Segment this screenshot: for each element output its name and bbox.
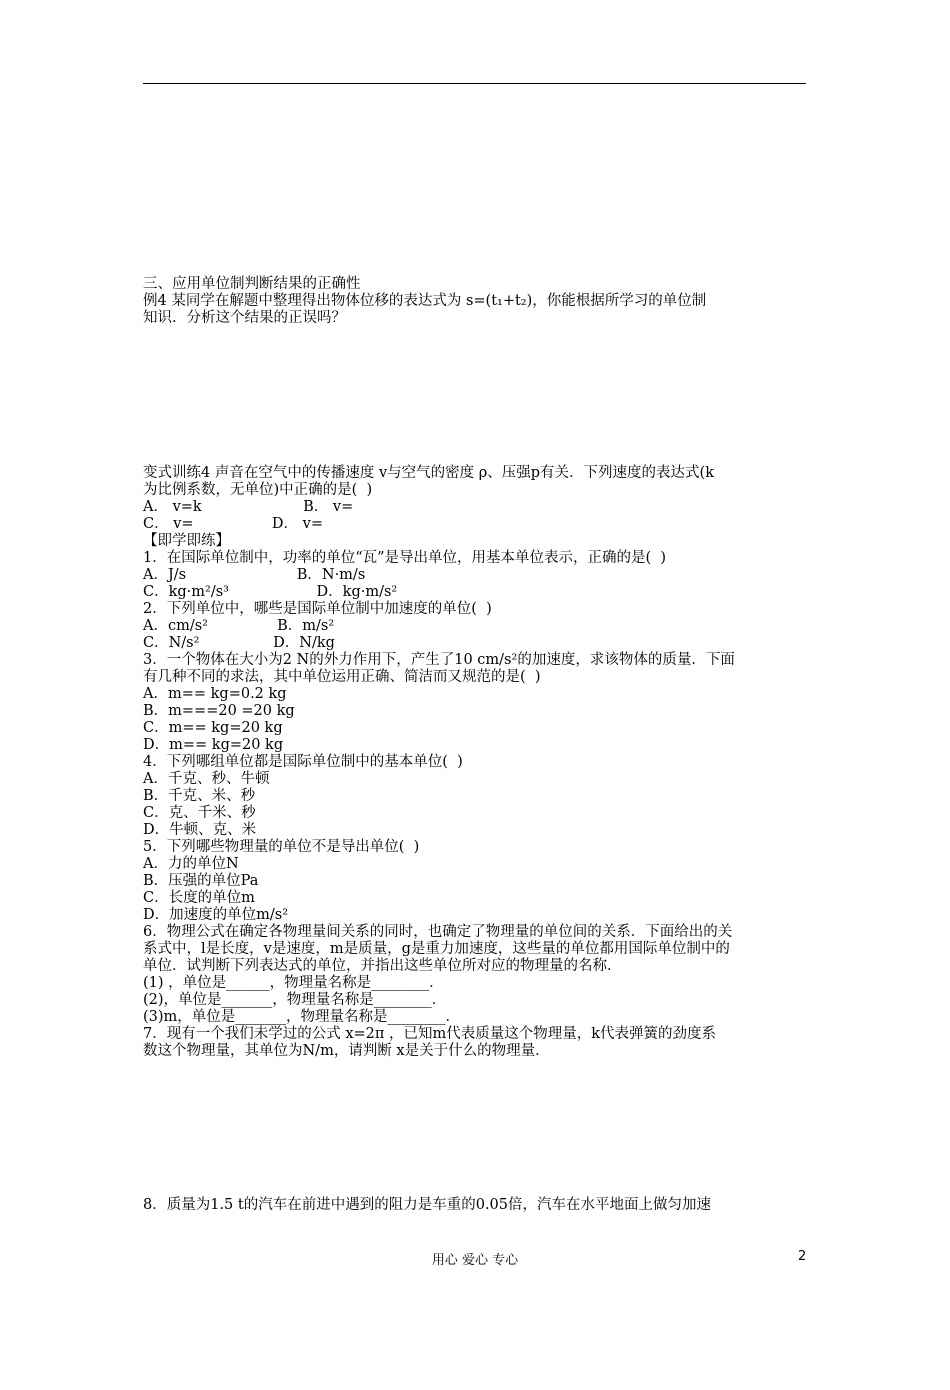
section-heading: 三、应用单位制判断结果的正确性 [143, 276, 361, 292]
text-line: 3．一个物体在大小为2 N的外力作用下，产生了10 cm/s²的加速度，求该物体的质量．下面 [143, 652, 735, 668]
text-line: A．千克、秒、牛顿 [143, 771, 270, 787]
text-line: B．千克、米、秒 [143, 788, 256, 804]
text-line: D．牛顿、克、米 [143, 822, 257, 838]
answer-space [143, 327, 813, 465]
example-text-line: 知识．分析这个结果的正误吗？ [143, 310, 346, 326]
text-line: 1．在国际单位制中，功率的单位“瓦”是导出单位，用基本单位表示，正确的是( ) [143, 550, 667, 566]
header-rule [143, 83, 806, 84]
text-line: B．压强的单位Pa [143, 873, 259, 889]
text-line: C． v= D． v= [143, 516, 323, 532]
text-line: C．克、千米、秒 [143, 805, 256, 821]
page-content [143, 276, 813, 1390]
text-line: A．cm/s² B．m/s² [143, 618, 335, 634]
text-line: 单位．试判断下列表达式的单位，并指出这些单位所对应的物理量的名称． [143, 958, 622, 974]
example-text-line: 例4 某同学在解题中整理得出物体位移的表达式为 s=(t₁+t₂)，你能根据所学习的单位制 [143, 293, 707, 309]
text-line: 变式训练4 声音在空气中的传播速度 v与空气的密度 ρ、压强p有关．下列速度的表达式(k [143, 465, 714, 481]
text-line: A． v=k B． v= [143, 499, 354, 515]
text-line: A．力的单位N [143, 856, 239, 872]
text-line: A．m== kg=0.2 kg [143, 686, 287, 702]
text-line: (2)，单位是_______，物理量名称是________． [143, 992, 447, 1008]
page-footer: 用心 爱心 专心 [431, 1253, 519, 1268]
text-line: 为比例系数，无单位)中正确的是( ) [143, 482, 373, 498]
text-line: 2．下列单位中，哪些是国际单位制中加速度的单位( ) [143, 601, 492, 617]
text-line: A．J/s B．N·m/s [143, 567, 366, 583]
text-line: (1) ，单位是______，物理量名称是________． [143, 975, 444, 991]
page-number: 2 [798, 1249, 807, 1264]
questions-block [143, 465, 813, 1060]
text-line: (3)m，单位是_______，物理量名称是________． [143, 1009, 461, 1025]
text-line: 5．下列哪些物理量的单位不是导出单位( ) [143, 839, 420, 855]
answer-space [143, 1060, 813, 1390]
text-line: C．长度的单位m [143, 890, 255, 906]
text-line: 系式中，l是长度，v是速度，m是质量，g是重力加速度，这些量的单位都用国际单位制中的 [143, 941, 730, 957]
text-line: 6．物理公式在确定各物理量间关系的同时，也确定了物理量的单位间的关系．下面给出的关 [143, 924, 733, 940]
text-line: 7．现有一个我们未学过的公式 x=2π ，已知m代表质量这个物理量，k代表弹簧的劲度系 [143, 1026, 717, 1042]
text-line: C．kg·m²/s³ D．kg·m/s² [143, 584, 398, 600]
text-line: C．m== kg=20 kg [143, 720, 283, 736]
question-8-text: 8．质量为1.5 t的汽车在前进中遇到的阻力是车重的0.05倍，汽车在水平地面上做匀加速 [143, 1197, 712, 1213]
text-line: 【即学即练】 [143, 533, 230, 549]
text-line: B．m===20 =20 kg [143, 703, 295, 719]
text-line: 数这个物理量，其单位为N/m，请判断 x是关于什么的物理量． [143, 1043, 550, 1059]
text-line: D．m== kg=20 kg [143, 737, 284, 753]
text-line: 4．下列哪组单位都是国际单位制中的基本单位( ) [143, 754, 463, 770]
text-line: D．加速度的单位m/s² [143, 907, 289, 923]
text-line: C．N/s² D．N/kg [143, 635, 335, 651]
text-line: 有几种不同的求法，其中单位运用正确、简洁而又规范的是( ) [143, 669, 541, 685]
